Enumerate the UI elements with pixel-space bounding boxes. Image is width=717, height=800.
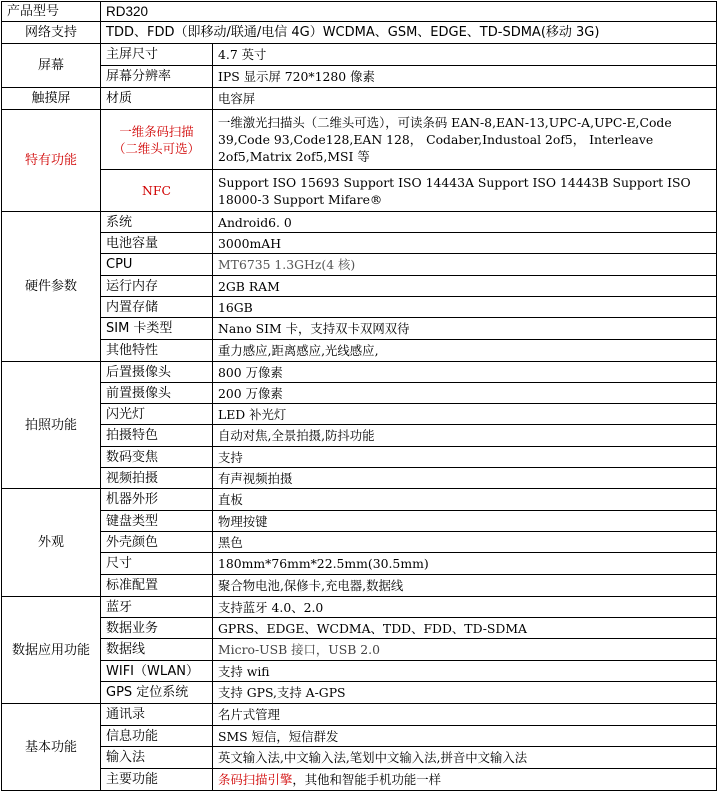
row-data-2 xyxy=(2,639,717,661)
spec-label: 标准配置 xyxy=(101,575,213,597)
spec-value: IPS 显示屏 720*1280 像素 xyxy=(213,66,717,88)
spec-table xyxy=(1,1,717,791)
row-data-1 xyxy=(2,618,717,639)
row-camera-5 xyxy=(2,468,717,489)
row-data-0 xyxy=(2,597,717,618)
row-hardware-6 xyxy=(2,340,717,362)
spec-label: 闪光灯 xyxy=(101,404,213,425)
spec-label: 通讯录 xyxy=(101,704,213,726)
spec-label: 拍摄特色 xyxy=(101,425,213,447)
spec-value: LED 补光灯 xyxy=(213,404,717,425)
row-camera-2 xyxy=(2,404,717,425)
main-function-rest: ，其他和智能手机功能一样 xyxy=(292,772,442,787)
spec-value: 4.7 英寸 xyxy=(213,44,717,66)
spec-value: 3000mAH xyxy=(213,233,717,254)
spec-label: CPU xyxy=(101,254,213,276)
row-hardware-3 xyxy=(2,276,717,297)
spec-label: 屏幕分辨率 xyxy=(101,66,213,88)
spec-value: Micro-USB 接口，USB 2.0 xyxy=(213,639,717,661)
spec-label: 运行内存 xyxy=(101,276,213,297)
spec-value: 电容屏 xyxy=(213,88,717,110)
spec-label: 数码变焦 xyxy=(101,447,213,468)
row-touch xyxy=(2,88,717,110)
spec-label: 后置摄像头 xyxy=(101,362,213,383)
barcode-label-line2: （二维头可选） xyxy=(113,140,200,156)
spec-label: 电池容量 xyxy=(101,233,213,254)
nfc-value: Support ISO 15693 Support ISO 14443A Support ISO 14443B Support ISO 18000-3 Support Mifare® xyxy=(213,170,717,212)
barcode-value: 一维激光扫描头（二维头可选），可读条码 EAN-8,EAN-13,UPC-A,UPC-E,Code 39,Code 93,Code128,EAN 128， Codaber,Industoal 2of5， Interleave 2of5,Matrix 2of5,MSI 等 xyxy=(213,110,717,170)
spec-value: SMS 短信，短信群发 xyxy=(213,726,717,747)
spec-label: 输入法 xyxy=(101,747,213,769)
spec-value: Nano SIM 卡，支持双卡双网双待 xyxy=(213,318,717,340)
spec-value: 支持蓝牙 4.0、2.0 xyxy=(213,597,717,618)
spec-value: 800 万像素 xyxy=(213,362,717,383)
spec-label: 机器外形 xyxy=(101,489,213,511)
category-camera: 拍照功能 xyxy=(2,362,101,489)
row-hardware-4 xyxy=(2,297,717,318)
spec-value: MT6735 1.3GHz(4 核) xyxy=(213,254,717,276)
row-network xyxy=(2,22,717,44)
network-value: TDD、FDD（即移动/联通/电信 4G）WCDMA、GSM、EDGE、TD-SDMA(移动 3G) xyxy=(101,22,717,44)
row-hardware-5 xyxy=(2,318,717,340)
row-data-4 xyxy=(2,682,717,704)
row-hardware-1 xyxy=(2,233,717,254)
model-label: 产品型号 xyxy=(2,2,101,22)
spec-value: 物理按键 xyxy=(213,511,717,532)
spec-label: GPS 定位系统 xyxy=(101,682,213,704)
model-value: RD320 xyxy=(101,2,717,22)
spec-value: Android6. 0 xyxy=(213,212,717,233)
row-appearance-3 xyxy=(2,553,717,575)
row-appearance-2 xyxy=(2,532,717,553)
row-basic-2 xyxy=(2,747,717,769)
spec-value: GPRS、EDGE、WCDMA、TDD、FDD、TD-SDMA xyxy=(213,618,717,639)
row-model xyxy=(2,2,717,22)
row-camera-1 xyxy=(2,383,717,404)
spec-label: 其他特性 xyxy=(101,340,213,362)
row-basic-3 xyxy=(2,769,717,791)
category-special: 特有功能 xyxy=(2,110,101,212)
spec-value xyxy=(213,769,717,791)
row-screen-resolution xyxy=(2,66,717,88)
spec-value: 180mm*76mm*22.5mm(30.5mm) xyxy=(213,553,717,575)
spec-value: 黑色 xyxy=(213,532,717,553)
spec-label: 前置摄像头 xyxy=(101,383,213,404)
row-camera-4 xyxy=(2,447,717,468)
spec-label: 主要功能 xyxy=(101,769,213,791)
spec-value: 名片式管理 xyxy=(213,704,717,726)
spec-label: 键盘类型 xyxy=(101,511,213,532)
spec-label: 蓝牙 xyxy=(101,597,213,618)
spec-label: 数据线 xyxy=(101,639,213,661)
spec-label: 数据业务 xyxy=(101,618,213,639)
spec-value: 直板 xyxy=(213,489,717,511)
row-appearance-1 xyxy=(2,511,717,532)
spec-value: 支持 wifi xyxy=(213,661,717,682)
row-data-3 xyxy=(2,661,717,682)
row-screen-size xyxy=(2,44,717,66)
barcode-label-line1: 一维条码扫描 xyxy=(119,123,194,139)
row-basic-0 xyxy=(2,704,717,726)
nfc-label: NFC xyxy=(101,170,213,212)
row-appearance-4 xyxy=(2,575,717,597)
spec-value: 聚合物电池,保修卡,充电器,数据线 xyxy=(213,575,717,597)
row-appearance-0 xyxy=(2,489,717,511)
spec-value: 16GB xyxy=(213,297,717,318)
barcode-label xyxy=(101,110,213,170)
row-nfc xyxy=(2,170,717,212)
row-hardware-2 xyxy=(2,254,717,276)
row-camera-0 xyxy=(2,362,717,383)
row-hardware-0 xyxy=(2,212,717,233)
spec-label: 视频拍摄 xyxy=(101,468,213,489)
spec-label: 材质 xyxy=(101,88,213,110)
spec-value: 支持 GPS,支持 A-GPS xyxy=(213,682,717,704)
row-camera-3 xyxy=(2,425,717,447)
row-basic-1 xyxy=(2,726,717,747)
spec-value: 有声视频拍摄 xyxy=(213,468,717,489)
category-screen: 屏幕 xyxy=(2,44,101,88)
spec-value: 2GB RAM xyxy=(213,276,717,297)
category-hardware: 硬件参数 xyxy=(2,212,101,362)
spec-label: 主屏尺寸 xyxy=(101,44,213,66)
category-data-apps: 数据应用功能 xyxy=(2,597,101,704)
spec-value: 自动对焦,全景拍摄,防抖功能 xyxy=(213,425,717,447)
spec-value: 英文输入法,中文输入法,笔划中文输入法,拼音中文输入法 xyxy=(213,747,717,769)
spec-label: 内置存储 xyxy=(101,297,213,318)
row-barcode xyxy=(2,110,717,170)
spec-value: 重力感应,距离感应,光线感应, xyxy=(213,340,717,362)
spec-value: 支持 xyxy=(213,447,717,468)
spec-label: 尺寸 xyxy=(101,553,213,575)
network-label: 网络支持 xyxy=(2,22,101,44)
spec-label: 系统 xyxy=(101,212,213,233)
spec-label: WIFI（WLAN） xyxy=(101,661,213,682)
category-basic: 基本功能 xyxy=(2,704,101,791)
spec-label: SIM 卡类型 xyxy=(101,318,213,340)
spec-label: 信息功能 xyxy=(101,726,213,747)
category-appearance: 外观 xyxy=(2,489,101,597)
spec-value: 200 万像素 xyxy=(213,383,717,404)
highlight-text: 条码扫描引擎 xyxy=(218,772,293,787)
spec-label: 外壳颜色 xyxy=(101,532,213,553)
category-touch: 触摸屏 xyxy=(2,88,101,110)
